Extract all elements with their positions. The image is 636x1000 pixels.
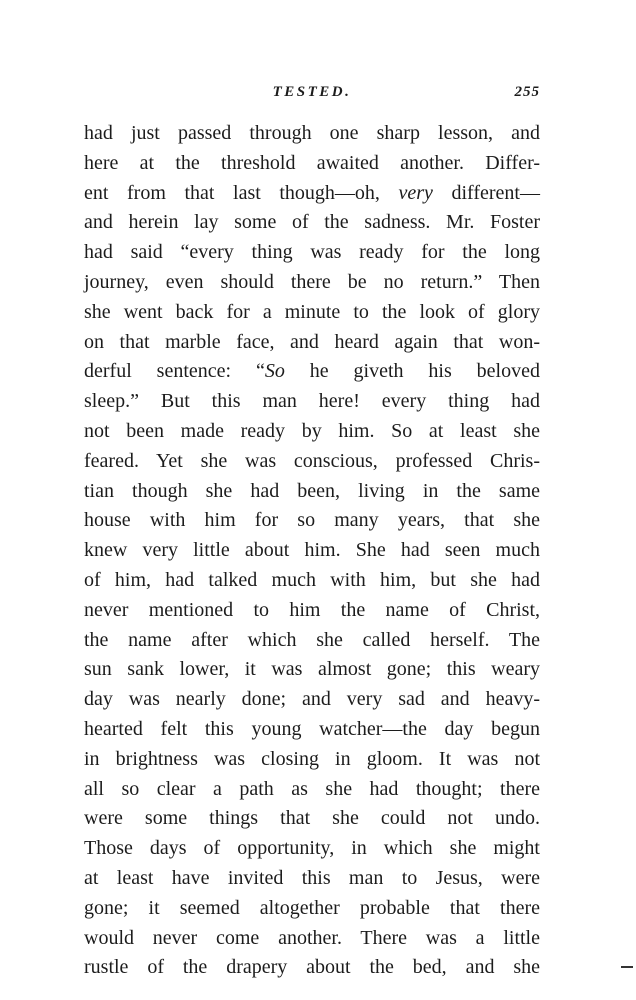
- text-line-9: [84, 357, 540, 387]
- text-line-23: all so clear a path as she had thought; there: [84, 777, 540, 800]
- text-line-8: on that marble face, and heard again that won-: [84, 330, 540, 353]
- text-line-4: and herein lay some of the sadness. Mr. Foster: [84, 211, 540, 234]
- text-line-24: were some things that she could not undo.: [84, 807, 540, 830]
- text-line-9-start: derful sentence: “: [84, 360, 265, 383]
- running-title: TESTED.: [272, 84, 352, 100]
- text-line-12: feared. Yet she was conscious, professed Chris-: [84, 449, 540, 472]
- text-line-9-end: he giveth his beloved: [284, 360, 540, 383]
- text-line-28: would never come another. There was a little: [84, 926, 540, 949]
- text-line-15: knew very little about him. She had seen much: [84, 539, 540, 562]
- text-line-6: journey, even should there be no return.” Then: [84, 270, 540, 293]
- text-line-7: she went back for a minute to the look of glory: [84, 300, 540, 323]
- text-line-13: tian though she had been, living in the same: [84, 479, 540, 502]
- running-head: [84, 84, 540, 108]
- page-number: 255: [514, 84, 540, 100]
- text-line-22: in brightness was closing in gloom. It was not: [84, 747, 540, 770]
- text-line-16: of him, had talked much with him, but she had: [84, 568, 540, 591]
- text-line-10: sleep.” But this man here! every thing had: [84, 390, 540, 413]
- text-line-14: house with him for so many years, that she: [84, 509, 540, 532]
- body-text: [84, 119, 540, 983]
- text-line-17: never mentioned to him the name of Christ,: [84, 598, 540, 621]
- text-line-5: had said “every thing was ready for the long: [84, 241, 540, 264]
- text-line-3-start: ent from that last though—oh,: [84, 181, 399, 204]
- text-line-11: not been made ready by him. So at least she: [84, 419, 540, 442]
- text-line-2: here at the threshold awaited another. Differ-: [84, 151, 540, 174]
- text-line-26: at least have invited this man to Jesus, were: [84, 866, 540, 889]
- text-line-27: gone; it seemed altogether probable that there: [84, 896, 540, 919]
- text-line-19: sun sank lower, it was almost gone; this weary: [84, 658, 540, 681]
- text-line-20: day was nearly done; and very sad and heavy-: [84, 688, 540, 711]
- margin-mark: [621, 966, 633, 968]
- text-line-3-end: different—: [432, 181, 540, 204]
- text-line-21: hearted felt this young watcher—the day begun: [84, 717, 540, 740]
- text-line-25: Those days of opportunity, in which she might: [84, 837, 540, 860]
- text-line-18: the name after which she called herself. The: [84, 628, 540, 651]
- emphasized-word-so: So: [264, 360, 285, 383]
- text-line-3: [84, 179, 540, 209]
- text-line-1: had just passed through one sharp lesson, and: [84, 122, 540, 144]
- text-line-29: rustle of the drapery about the bed, and she: [84, 956, 540, 979]
- emphasized-word-very: very: [398, 181, 433, 204]
